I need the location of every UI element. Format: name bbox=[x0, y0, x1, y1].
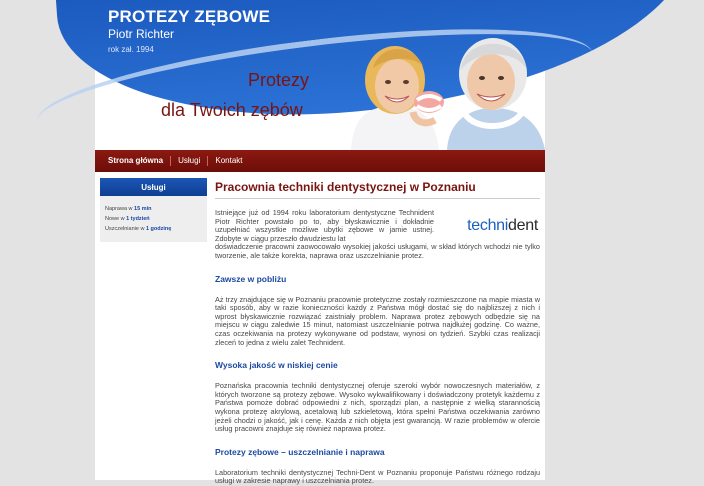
section-title: Zawsze w pobliżu bbox=[215, 273, 287, 284]
sidebar-item-repair bbox=[105, 204, 207, 214]
sidebar-title[interactable]: Usługi bbox=[100, 178, 207, 196]
main-content bbox=[210, 176, 540, 486]
logo-text-part: dent bbox=[508, 217, 538, 234]
nav-home[interactable]: Strona główna bbox=[95, 156, 171, 166]
page bbox=[95, 0, 545, 486]
sidebar-item-label: Uszczelnianie w bbox=[105, 226, 145, 232]
services-sidebar bbox=[100, 178, 207, 242]
page-title: Pracownia techniki dentystycznej w Poznaniu bbox=[215, 180, 540, 199]
main-nav bbox=[95, 150, 545, 172]
site-title[interactable]: PROTEZY ZĘBOWE bbox=[108, 7, 271, 26]
intro-block bbox=[215, 209, 540, 261]
logo-text-part: techni bbox=[467, 217, 509, 234]
section-text: Aż trzy znajdujące się w Poznaniu pracownie protetyczne zostały rozmieszczone na mapie miasta w taki sposób, aby w razie konieczności każdy z Państwa mógł dostać się do najbliższej z nich i wprost błyskawicznie rozwiązać zaistniały problem. Naprawa protez zębowych odbędzie się na miejscu w ciągu zaledwie 15 minut, natomiast uszczelnianie potrwa najdłużej godzinę. Co ważne, czas oczekiwania na protezy wykonywane od podstaw, wynosi on tydzień. Szybki czas realizacji zleceń to jedna z wielu zalet Technident. bbox=[215, 294, 540, 347]
slogan-line-2: dla Twoich zębów bbox=[161, 100, 303, 120]
sidebar-item-value: 15 min bbox=[134, 206, 152, 212]
intro-text-a: Istniejące już od 1994 roku laboratorium dentystyczne Technident Piotr Richter powstało po to, aby błyskawicznie i dokładnie uzupełniać wszystkie możliwe ubytki zębowe w jamie ustnej. Zdobyte w ciągu przeszło dwudziestu lat bbox=[215, 208, 434, 243]
sidebar-item-value: 1 godzinę bbox=[145, 226, 172, 232]
nav-contact[interactable]: Kontakt bbox=[215, 156, 243, 165]
technident-logo bbox=[467, 217, 538, 235]
site-header bbox=[95, 0, 545, 150]
founded-year: rok zał. 1994 bbox=[108, 45, 154, 54]
sidebar-item-sealing bbox=[105, 224, 207, 234]
intro-text-b: doświadczenie pracowni zaowocowało wysokiej jakości usługami, w skład których wchodzi nie tylko tworzenie, ale także korekta, naprawa oraz uszczelnianie protez. bbox=[215, 242, 540, 260]
sidebar-item-new bbox=[105, 214, 207, 224]
section-text: Laboratorium techniki dentystycznej Techni-Dent w Poznaniu proponuje Państwu różnego rodzaju usługi w zakresie naprawy i uszczelniania protez. bbox=[215, 467, 540, 486]
slogan-line-1: Protezy bbox=[248, 70, 310, 90]
section-text: Poznańska pracownia techniki dentystycznej oferuje szeroki wybór nowoczesnych materiałów, z których tworzone są protezy zębowe. Wysoko wykwalifikowany i doświadczony protetyk każdemu z Państwa pomoże dobrać odpowiedni z nich, sporządzi plan, a następnie z wielką starannością wykona protezę akrylową, acetalową lub szkieletową, która spełni Państwa oczekiwania zarówno jeżeli chodzi o jakość, jak i cenę. Każda z nich objęta jest gwarancją. W razie problemów w ofercie usług pracowni znajduje się również naprawa protez. bbox=[215, 381, 540, 434]
sidebar-item-label: Nowe w bbox=[105, 216, 125, 222]
sidebar-list bbox=[100, 196, 207, 234]
nav-services[interactable]: Usługi bbox=[171, 156, 208, 166]
site-owner: Piotr Richter bbox=[108, 27, 175, 41]
sidebar-item-label: Naprawa w bbox=[105, 206, 133, 212]
sidebar-item-value: 1 tydzień bbox=[126, 216, 150, 222]
hero-photo-two-women bbox=[343, 22, 545, 150]
section-title: Wysoka jakość w niskiej cenie bbox=[215, 360, 338, 371]
section-title: Protezy zębowe – uszczelnianie i naprawa bbox=[215, 446, 385, 457]
